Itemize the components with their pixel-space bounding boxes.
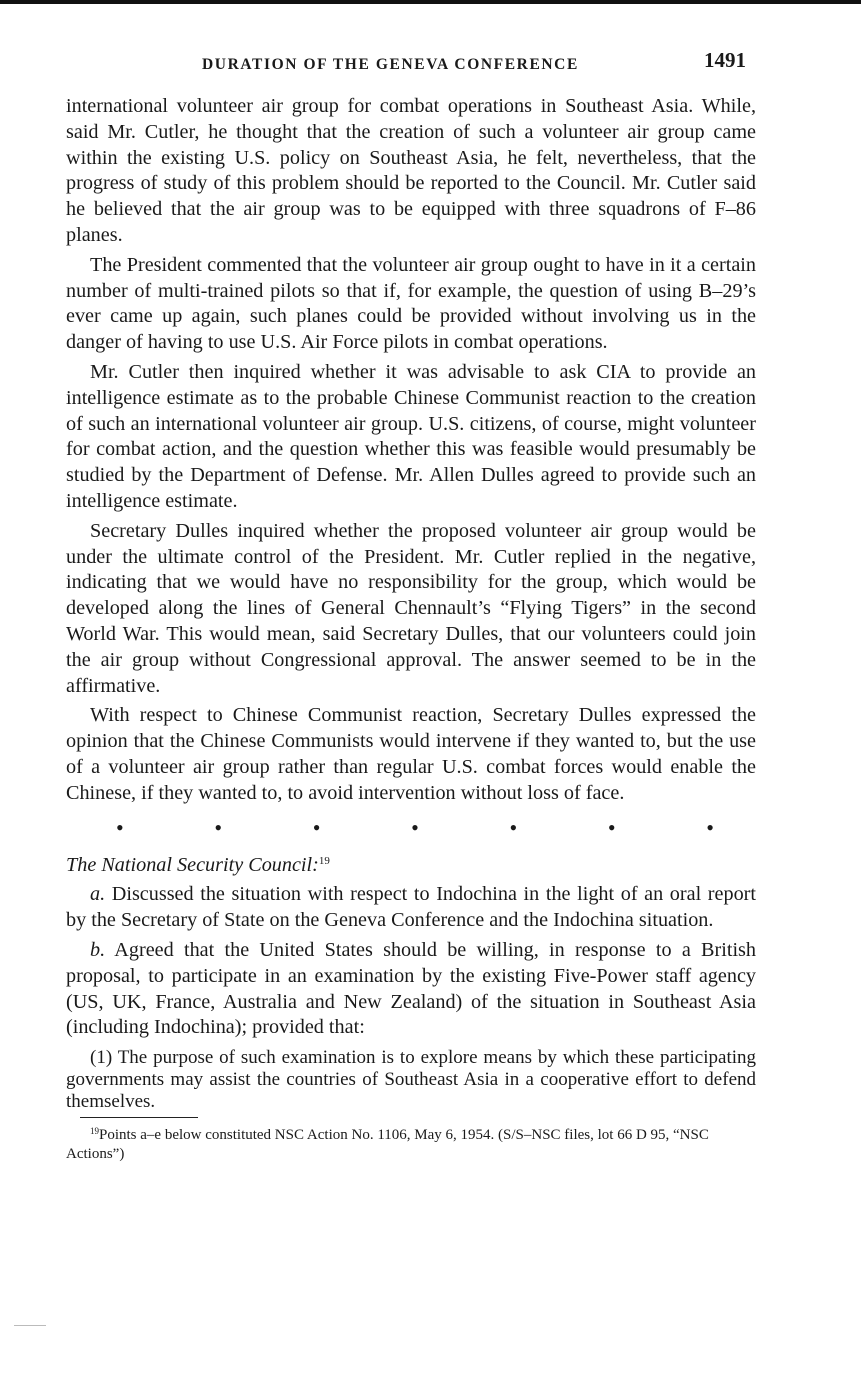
dot: •	[607, 814, 616, 840]
item-a-label: a.	[90, 883, 106, 906]
footnote	[66, 1122, 756, 1164]
dot: •	[509, 814, 518, 840]
dot: •	[411, 814, 419, 840]
paragraph: international volunteer air group for combat operations in Southeast Asia. While, said Mr. Cutler, he thought that the creation of such a volunteer air group came within the existing U.S. policy on Southeast Asia, he felt, nevertheless, that the progress of study of this problem should be reported to the Council. Mr. Cutler said he believed that the air group was to be equipped with three squadrons of F–86 planes.	[66, 95, 756, 246]
paragraph: Secretary Dulles inquired whether the proposed volunteer air group would be under the ultimate control of the President. Mr. Cutler replied in the negative, indicating that we would have no responsibility for the group, which would be developed along the lines of General Chennault’s “Flying Tigers” in the second World War. This would mean, said Secretary Dulles, that our volunteers could join the air group without Congressional approval. The answer seemed to be in the affirmative.	[66, 519, 756, 697]
item-1: (1) The purpose of such examination is to explore means by which these participating governments may assist the countries of Southeast Asia in a cooperative effort to defend themselves.	[66, 1047, 756, 1113]
paragraph: Mr. Cutler then inquired whether it was advisable to ask CIA to provide an intelligence estimate as to the probable Chinese Communist reaction to the creation of such an international volunteer air group. U.S. citizens, of course, might volunteer for combat action, and the question whether this was feasible would presumably be studied by the Department of Defense. Mr. Allen Dulles agreed to provide such an intelligence estimate.	[66, 360, 756, 512]
page-header	[66, 48, 756, 80]
item-a-text: Discussed the situation with respect to Indochina in the light of an oral report by the Secretary of State on the Geneva Conference and the Indochina situation.	[66, 883, 756, 932]
item-b-text: Agreed that the United States should be willing, in response to a British proposal, to participate in an examination by the existing Five-Power staff agency (US, UK, France, Australia and New Zealand) of the situation in Southeast Asia (including Indochina); provided that:	[66, 938, 756, 1039]
paragraph: With respect to Chinese Communist reaction, Secretary Dulles expressed the opinion that the Chinese Communists would intervene if they wanted to, but the use of a volunteer air group rather than regular U.S. combat forces would enable the Chinese, if they wanted to, to avoid intervention without loss of face.	[66, 704, 756, 804]
margin-mark	[14, 1325, 46, 1326]
dot: •	[312, 814, 321, 840]
page-body	[66, 94, 756, 1168]
item-a	[66, 882, 756, 934]
section-heading	[66, 849, 756, 879]
dot: •	[214, 814, 223, 840]
running-head: DURATION OF THE GENEVA CONFERENCE	[202, 56, 579, 73]
paragraph: The President commented that the volunteer air group ought to have in it a certain number of multi-trained pilots so that if, for example, the question of using B–29’s ever came up again, such planes could be provided without involving us in the danger of having to use U.S. Air Force pilots in combat operations.	[66, 253, 756, 354]
footnote-text: Points a–e below constituted NSC Action No. 1106, May 6, 1954. (S/S–NSC files, lot 66 D 95, “NSC Actions”)	[66, 1127, 709, 1163]
top-border	[0, 0, 861, 4]
dot: •	[116, 814, 124, 840]
omission-dots	[66, 811, 756, 847]
footnote-ref: 19	[318, 854, 330, 867]
section-heading-text: The National Security Council:	[66, 853, 319, 876]
dot: •	[706, 814, 714, 840]
footnote-rule	[80, 1117, 198, 1118]
item-b-label: b.	[90, 938, 106, 961]
item-b	[66, 938, 756, 1041]
footnote-number: 19	[90, 1126, 99, 1137]
page-number: 1491	[704, 48, 746, 72]
